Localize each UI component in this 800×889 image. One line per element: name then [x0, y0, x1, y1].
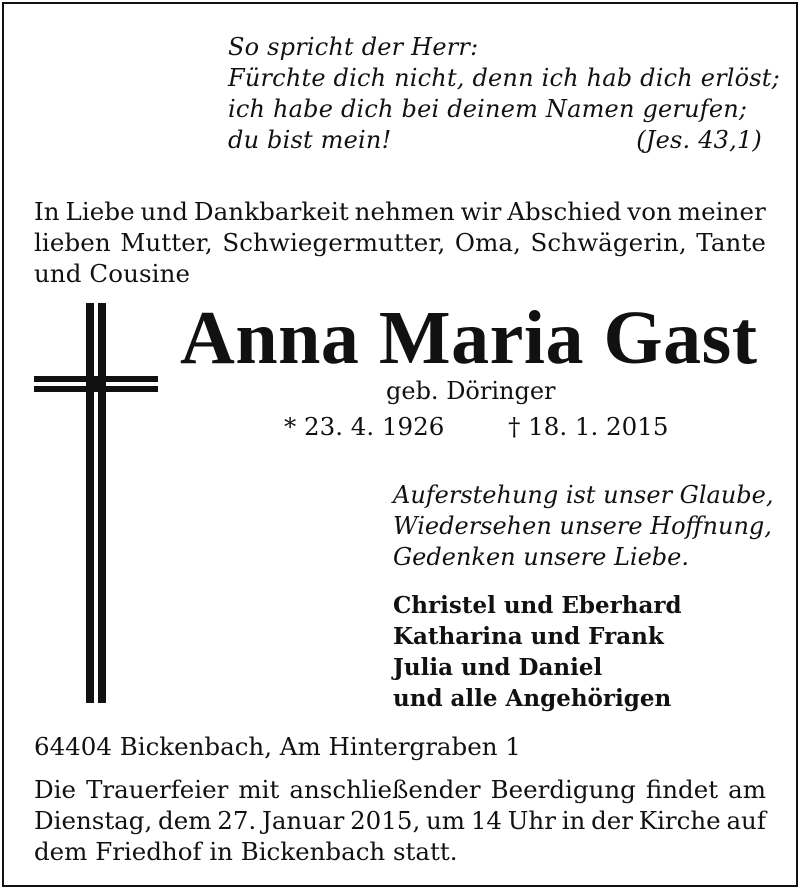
word: nehmen [354, 197, 455, 226]
intro-line: und Cousine [34, 259, 191, 288]
verse-line: du bist mein! [228, 126, 392, 154]
motto-line: Gedenken unsere Liebe. [393, 543, 689, 571]
word: auf [726, 806, 766, 835]
word: am [728, 775, 766, 804]
intro-text [34, 196, 766, 289]
mourner-line: Christel und Eberhard [393, 592, 682, 619]
birth-name: geb. Döringer [386, 377, 556, 405]
life-dates [284, 412, 668, 442]
funeral-line: dem Friedhof in Bickenbach statt. [34, 837, 458, 866]
address: 64404 Bickenbach, Am Hintergraben 1 [34, 732, 521, 761]
word: 27. [217, 806, 257, 835]
mourner-line: Katharina und Frank [393, 623, 664, 650]
word: Mutter, [120, 228, 213, 257]
word: mit [238, 775, 280, 804]
word: Kirche [638, 806, 721, 835]
verse-last-line [228, 125, 762, 156]
intro-line [34, 227, 766, 258]
deceased-name: Anna Maria Gast [180, 296, 758, 380]
intro-line [34, 196, 766, 227]
word: Dankbarkeit [193, 197, 349, 226]
word: In [34, 197, 60, 226]
cross-center [86, 376, 106, 392]
word: Abschied [507, 197, 622, 226]
funeral-line [34, 805, 766, 836]
word: anschließender [289, 775, 481, 804]
word: um [426, 806, 466, 835]
motto-line: Wiedersehen unsere Hoffnung, [393, 512, 772, 540]
word: Beerdigung [490, 775, 636, 804]
word: von [627, 197, 672, 226]
verse-line: Fürchte dich nicht, denn ich hab dich erlöst; [228, 64, 780, 92]
word: lieben [34, 228, 111, 257]
cross-vertical-bar [86, 303, 106, 703]
word: und [140, 197, 189, 226]
word: Tante [696, 228, 766, 257]
word: Oma, [454, 228, 522, 257]
verse-line: ich habe dich bei deinem Namen gerufen; [228, 95, 748, 123]
word: dem [158, 806, 212, 835]
mourner-line: Julia und Daniel [393, 654, 603, 681]
word: Dienstag, [34, 806, 153, 835]
verse-line: So spricht der Herr: [228, 33, 479, 61]
word: Die [34, 775, 76, 804]
word: Januar [262, 806, 345, 835]
word: Liebe [65, 197, 135, 226]
motto-line: Auferstehung ist unser Glaube, [393, 481, 774, 509]
word: Trauerfeier [86, 775, 229, 804]
word: Schwägerin, [530, 228, 687, 257]
word: findet [645, 775, 719, 804]
bible-verse [228, 32, 780, 156]
word: 2015, [350, 806, 421, 835]
word: Schwiegermutter, [222, 228, 446, 257]
word: meiner [677, 197, 766, 226]
funeral-line [34, 774, 766, 805]
word: in [561, 806, 586, 835]
word: 14 [470, 806, 502, 835]
birth-date: * 23. 4. 1926 [284, 412, 445, 441]
word: wir [460, 197, 502, 226]
mourner-line: und alle Angehörigen [393, 685, 672, 712]
word: der [591, 806, 634, 835]
mourners-list [393, 590, 682, 714]
motto [393, 480, 773, 573]
funeral-notice [34, 774, 766, 867]
death-date: † 18. 1. 2015 [508, 412, 669, 441]
word: Uhr [507, 806, 556, 835]
latin-cross-icon [34, 303, 158, 703]
verse-reference: (Jes. 43,1) [636, 126, 762, 154]
